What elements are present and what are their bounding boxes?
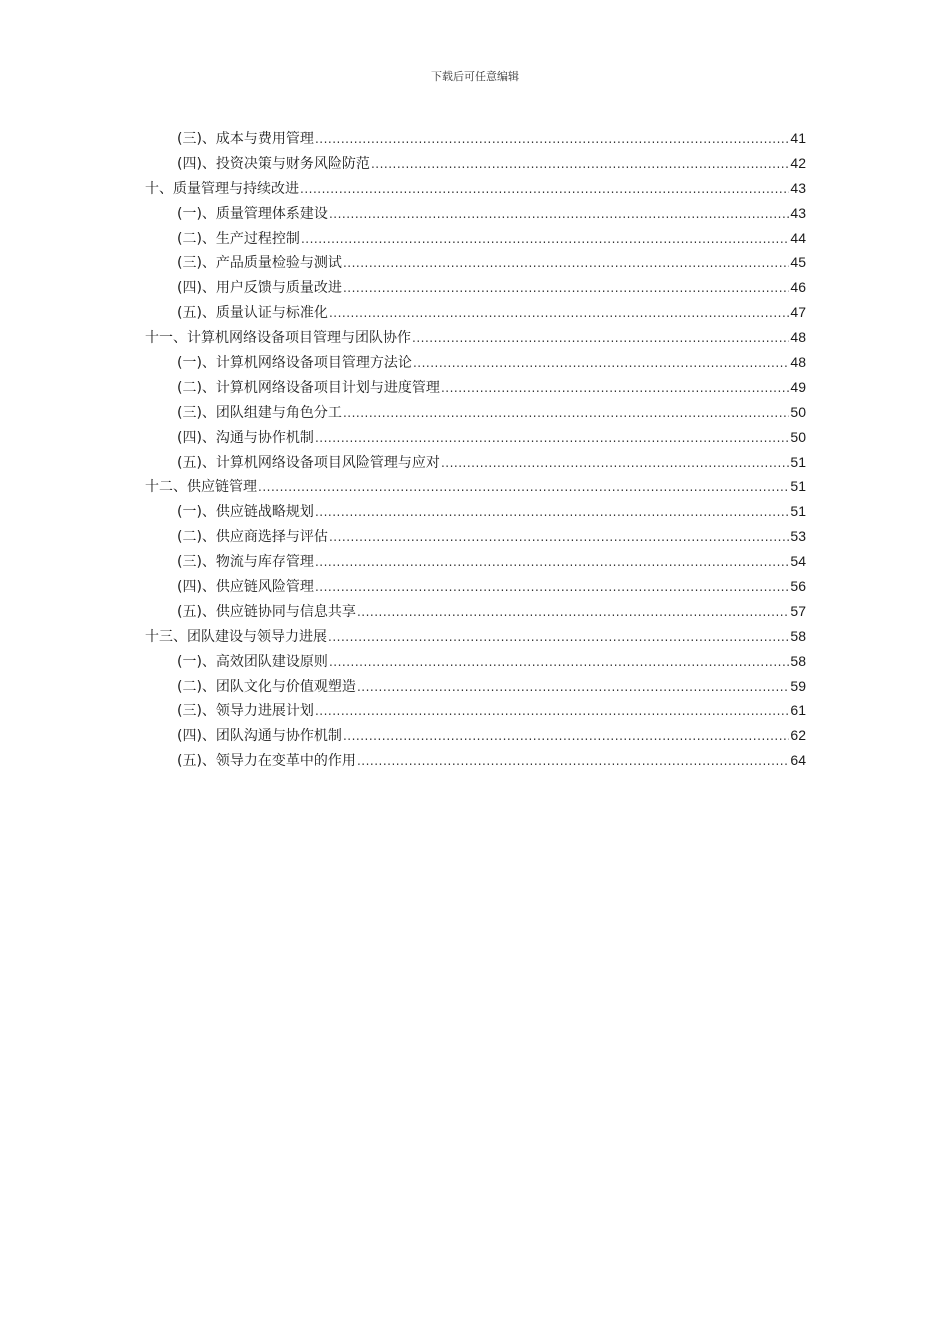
toc-dot-leader xyxy=(329,302,789,324)
toc-entry-title: (一)、计算机网络设备项目管理方法论 xyxy=(177,355,412,372)
toc-entry-title: (二)、生产过程控制 xyxy=(177,230,300,247)
toc-section-entry[interactable] xyxy=(145,351,806,376)
toc-page-number: 61 xyxy=(790,702,806,719)
toc-section-entry[interactable] xyxy=(145,127,806,152)
toc-page-number: 49 xyxy=(790,378,806,395)
toc-page-number: 48 xyxy=(790,354,806,371)
toc-entry-title: (一)、质量管理体系建设 xyxy=(177,205,328,222)
toc-entry-title: (三)、产品质量检验与测试 xyxy=(177,255,342,272)
toc-section-entry[interactable] xyxy=(145,227,806,252)
toc-dot-leader xyxy=(343,277,789,299)
toc-page-number: 50 xyxy=(790,428,806,445)
toc-section-entry[interactable] xyxy=(145,401,806,426)
toc-section-entry[interactable] xyxy=(145,525,806,550)
toc-page-number: 58 xyxy=(790,627,806,644)
toc-dot-leader xyxy=(357,601,789,623)
toc-dot-leader xyxy=(315,501,789,523)
toc-page-number: 46 xyxy=(790,279,806,296)
toc-entry-title: (五)、供应链协同与信息共享 xyxy=(177,603,356,620)
toc-dot-leader xyxy=(329,526,789,548)
toc-dot-leader xyxy=(315,576,789,598)
toc-page-number: 51 xyxy=(790,503,806,520)
toc-entry-title: (四)、投资决策与财务风险防范 xyxy=(177,155,370,172)
toc-section-entry[interactable] xyxy=(145,251,806,276)
toc-chapter-entry[interactable] xyxy=(145,475,806,500)
toc-page-number: 43 xyxy=(790,204,806,221)
toc-dot-leader xyxy=(371,153,789,175)
toc-entry-title: (一)、高效团队建设原则 xyxy=(177,653,328,670)
toc-section-entry[interactable] xyxy=(145,500,806,525)
toc-entry-title: (二)、团队文化与价值观塑造 xyxy=(177,678,356,695)
toc-page-number: 51 xyxy=(790,478,806,495)
toc-dot-leader xyxy=(343,252,789,274)
toc-entry-title: (二)、计算机网络设备项目计划与进度管理 xyxy=(177,379,440,396)
table-of-contents xyxy=(145,127,806,774)
toc-entry-title: 十一、计算机网络设备项目管理与团队协作 xyxy=(145,330,411,347)
toc-page-number: 56 xyxy=(790,578,806,595)
toc-page-number: 47 xyxy=(790,304,806,321)
toc-section-entry[interactable] xyxy=(145,276,806,301)
toc-dot-leader xyxy=(357,750,789,772)
toc-page-number: 58 xyxy=(790,652,806,669)
toc-section-entry[interactable] xyxy=(145,600,806,625)
toc-entry-title: (一)、供应链战略规划 xyxy=(177,504,314,521)
toc-entry-title: (四)、用户反馈与质量改进 xyxy=(177,280,342,297)
toc-dot-leader xyxy=(412,327,789,349)
toc-entry-title: (五)、领导力在变革中的作用 xyxy=(177,753,356,770)
toc-section-entry[interactable] xyxy=(145,152,806,177)
toc-section-entry[interactable] xyxy=(145,724,806,749)
toc-page-number: 50 xyxy=(790,403,806,420)
toc-page-number: 59 xyxy=(790,677,806,694)
toc-page-number: 64 xyxy=(790,752,806,769)
toc-page-number: 43 xyxy=(790,179,806,196)
toc-entry-title: 十、质量管理与持续改进 xyxy=(145,180,299,197)
toc-entry-title: (三)、领导力进展计划 xyxy=(177,703,314,720)
toc-section-entry[interactable] xyxy=(145,426,806,451)
toc-page-number: 44 xyxy=(790,229,806,246)
toc-page-number: 41 xyxy=(790,130,806,146)
toc-dot-leader xyxy=(413,352,789,374)
toc-entry-title: (五)、质量认证与标准化 xyxy=(177,305,328,322)
page-header: 下载后可任意编辑 xyxy=(431,70,519,83)
toc-entry-title: 十三、团队建设与领导力进展 xyxy=(145,628,327,645)
toc-section-entry[interactable] xyxy=(145,749,806,774)
toc-page-number: 53 xyxy=(790,528,806,545)
toc-dot-leader xyxy=(258,476,789,498)
toc-page-number: 62 xyxy=(790,727,806,744)
toc-section-entry[interactable] xyxy=(145,202,806,227)
toc-dot-leader xyxy=(315,128,789,150)
toc-dot-leader xyxy=(328,626,789,648)
toc-dot-leader xyxy=(343,402,789,424)
toc-page-number: 54 xyxy=(790,553,806,570)
toc-entry-title: 十二、供应链管理 xyxy=(145,479,257,496)
toc-entry-title: (四)、供应链风险管理 xyxy=(177,579,314,596)
toc-section-entry[interactable] xyxy=(145,575,806,600)
toc-section-entry[interactable] xyxy=(145,451,806,476)
toc-dot-leader xyxy=(301,228,789,250)
toc-dot-leader xyxy=(357,676,789,698)
toc-dot-leader xyxy=(343,725,789,747)
toc-entry-title: (三)、物流与库存管理 xyxy=(177,554,314,571)
toc-chapter-entry[interactable] xyxy=(145,326,806,351)
toc-page-number: 57 xyxy=(790,602,806,619)
toc-page-number: 48 xyxy=(790,329,806,346)
toc-dot-leader xyxy=(315,700,789,722)
toc-chapter-entry[interactable] xyxy=(145,177,806,202)
toc-section-entry[interactable] xyxy=(145,699,806,724)
toc-dot-leader xyxy=(329,651,789,673)
toc-dot-leader xyxy=(441,377,789,399)
toc-page-number: 45 xyxy=(790,254,806,271)
toc-page-number: 42 xyxy=(790,154,806,171)
toc-section-entry[interactable] xyxy=(145,650,806,675)
toc-dot-leader xyxy=(441,452,789,474)
toc-dot-leader xyxy=(329,203,789,225)
toc-dot-leader xyxy=(300,178,789,200)
toc-entry-title: (五)、计算机网络设备项目风险管理与应对 xyxy=(177,454,440,471)
toc-dot-leader xyxy=(315,427,789,449)
toc-entry-title: (三)、成本与费用管理 xyxy=(177,131,314,147)
toc-entry-title: (二)、供应商选择与评估 xyxy=(177,529,328,546)
toc-chapter-entry[interactable] xyxy=(145,625,806,650)
toc-entry-title: (三)、团队组建与角色分工 xyxy=(177,404,342,421)
toc-section-entry[interactable] xyxy=(145,301,806,326)
toc-entry-title: (四)、团队沟通与协作机制 xyxy=(177,728,342,745)
toc-page-number: 51 xyxy=(790,453,806,470)
toc-section-entry[interactable] xyxy=(145,550,806,575)
toc-dot-leader xyxy=(315,551,789,573)
toc-section-entry[interactable] xyxy=(145,376,806,401)
toc-entry-title: (四)、沟通与协作机制 xyxy=(177,429,314,446)
toc-section-entry[interactable] xyxy=(145,675,806,700)
